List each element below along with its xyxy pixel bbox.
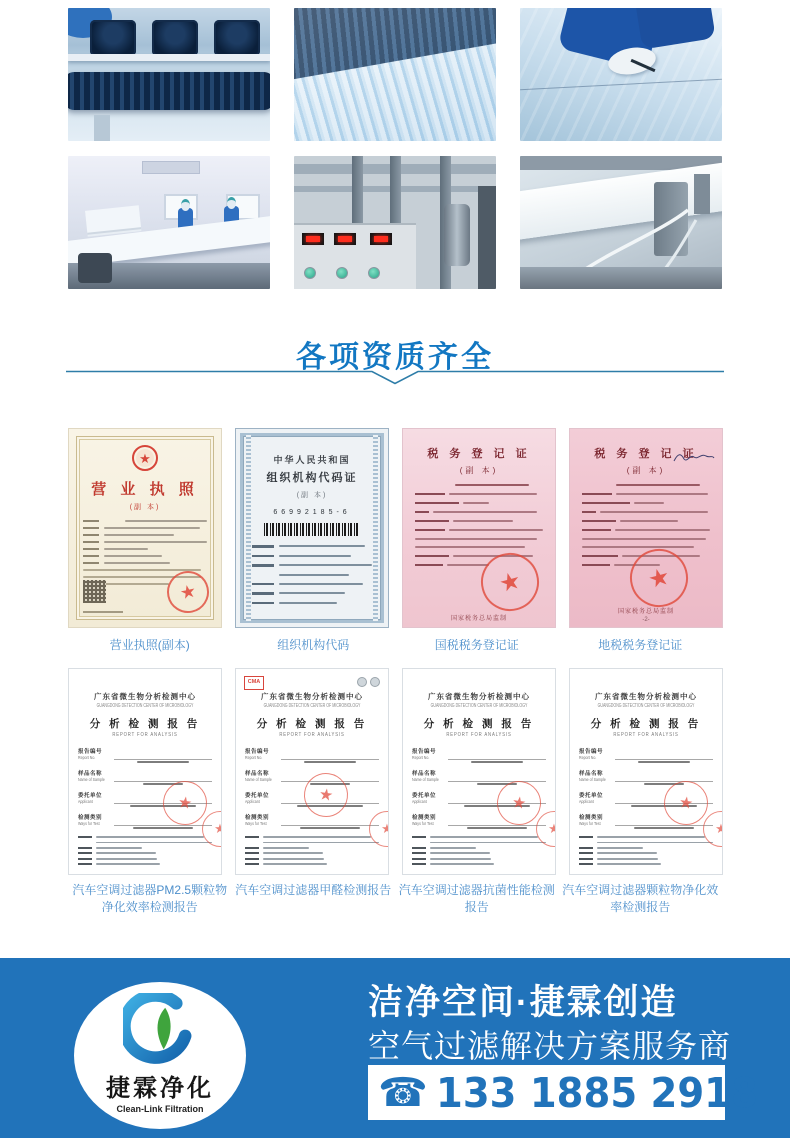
spool [214,20,260,56]
license-title: 营 业 执 照 [91,481,199,498]
report-title-en: REPORT FOR ANALYSIS [446,732,512,738]
report-fields: 报告编号 Report No. 样品名称 Name of Sample 委托单位 Applicant 检测类别 Ways for Test [403,747,555,826]
footer-banner [0,958,790,1138]
certificates-row-2 [68,668,722,875]
cma-logo: CMA [244,676,264,690]
phone-banner [368,1065,758,1120]
tax-subtitle: (副 本) [459,466,499,475]
photo-control-panel [294,156,496,289]
section-heading: 各项资质齐全 [296,341,494,374]
panel-button [304,267,316,279]
national-emblem-icon: ★ [132,445,158,471]
business-license-certificate [68,428,222,628]
test-report-pm25 [68,668,222,875]
phone-number: 133 1885 2918 [435,1068,758,1117]
photo-cleanroom-assembly [68,156,270,289]
report-org: 广东省微生物分析检测中心 [94,692,196,701]
test-report-formaldehyde [235,668,389,875]
led-display [370,233,392,245]
accreditation-logos [357,677,380,687]
photo-pleated-media-rolls [294,8,496,141]
caption-organization-code: 组织机构代码 [277,638,350,652]
photo-spool-production-line [68,8,270,141]
factory-photo-grid [68,8,722,289]
control-panel [294,223,416,289]
guilloche-border [373,433,378,623]
caption-report-antibacterial: 汽车空调过滤器抗菌性能检测报告 [398,883,555,914]
report-title-en: REPORT FOR ANALYSIS [112,732,178,738]
machine-leg [94,115,110,141]
report-org-en: GUANGDONG DETECTION CENTER OF MICROBIOLOGY [597,703,695,709]
panel-button [336,267,348,279]
machine-shelf [68,54,270,61]
logo-name-en: Clean-Link Filtration [116,1104,204,1114]
certificate-frame [240,433,384,623]
led-display [302,233,324,245]
report-title-en: REPORT FOR ANALYSIS [613,732,679,738]
panel-button [368,267,380,279]
cabinet [478,186,496,289]
report-org-en: GUANGDONG DETECTION CENTER OF MICROBIOLOGY [430,703,528,709]
spool [152,20,198,56]
tax-title: 税 务 登 记 证 [427,448,531,460]
national-tax-certificate [402,428,556,628]
orgcode-title: 组织机构代码证 [266,472,358,484]
local-tax-certificate [569,428,723,628]
caption-business-license: 营业执照(副本) [109,638,190,652]
floor-machinery [78,253,112,283]
tax-issuer: 国家税务总局监制 [617,609,674,615]
certificate-captions-row-2 [68,882,722,916]
report-title: 分 析 检 测 报 告 [256,718,368,730]
divider-with-arrow [66,370,724,386]
company-logo [74,982,246,1129]
qr-code [83,580,106,603]
report-title: 分 析 检 测 报 告 [423,718,535,730]
license-subtitle: (副 本) [129,504,161,511]
certificates-row-1 [68,428,722,628]
photo-manual-cutting [520,8,722,141]
report-title: 分 析 检 测 报 告 [590,718,702,730]
report-fields: 报告编号 Report No. 样品名称 Name of Sample 委托单位 Applicant 检测类别 Ways for Test [570,747,722,826]
caption-local-tax: 地税税务登记证 [598,638,683,652]
page-number: -2- [642,617,650,623]
logo-name-cn: 捷霖净化 [106,1075,214,1102]
report-org-en: GUANGDONG DETECTION CENTER OF MICROBIOLOGY [263,703,361,709]
spool [90,20,136,56]
report-title: 分 析 检 测 报 告 [89,718,201,730]
photo-automated-machinery [520,156,722,289]
cnas-logo [357,677,367,687]
caption-report-particulate: 汽车空调过滤器颗粒物净化效率检测报告 [562,883,719,914]
tax-text-lines [403,484,555,566]
tax-title: 税 务 登 记 证 [594,448,698,460]
phone-icon: ☎ [378,1070,428,1115]
report-org: 广东省微生物分析检测中心 [428,692,530,701]
machine-base [520,267,722,289]
report-title-en: REPORT FOR ANALYSIS [279,732,345,738]
filter-roll [68,72,270,110]
report-fields: 报告编号 Report No. 样品名称 Name of Sample 委托单位 Applicant 检测类别 Ways for Test [69,747,221,826]
license-footer-line [83,611,123,613]
tax-issuer: 国家税务总局监制 [450,616,507,622]
sheen-overlay [294,8,496,141]
tax-subtitle: (副 本) [626,466,666,475]
caption-report-pm25: 汽车空调过滤器PM2.5颗粒物净化效率检测报告 [72,883,228,914]
ceiling-vent [142,161,200,174]
organization-code-certificate [235,428,389,628]
handwritten-number [672,449,716,465]
orgcode-nation: 中华人民共和国 [273,455,351,465]
footer-slogan-main: 洁净空间·捷霖创造 [368,983,678,1022]
report-fields: 报告编号 Report No. 样品名称 Name of Sample 委托单位 Applicant 检测类别 Ways for Test [236,747,388,826]
certificate-captions-row-1 [68,637,722,654]
report-org-en: GUANGDONG DETECTION CENTER OF MICROBIOLOGY [96,703,194,709]
led-display [334,233,356,245]
orgcode-subtitle: (副 本) [296,492,328,499]
test-report-antibacterial [402,668,556,875]
report-org: 广东省微生物分析检测中心 [595,692,697,701]
caption-report-formaldehyde: 汽车空调过滤器甲醛检测报告 [235,883,392,897]
steel-tank [444,204,470,266]
footer-slogan-sub: 空气过滤解决方案服务商 [368,1028,732,1064]
clean-link-logo-icon [123,993,197,1067]
orgcode-number: 66992185-6 [273,509,351,516]
report-org: 广东省微生物分析检测中心 [261,692,363,701]
caption-national-tax: 国税税务登记证 [434,638,519,652]
guilloche-border [246,433,251,623]
test-report-particulate [569,668,723,875]
filter-stack [85,205,141,233]
ilac-logo [370,677,380,687]
